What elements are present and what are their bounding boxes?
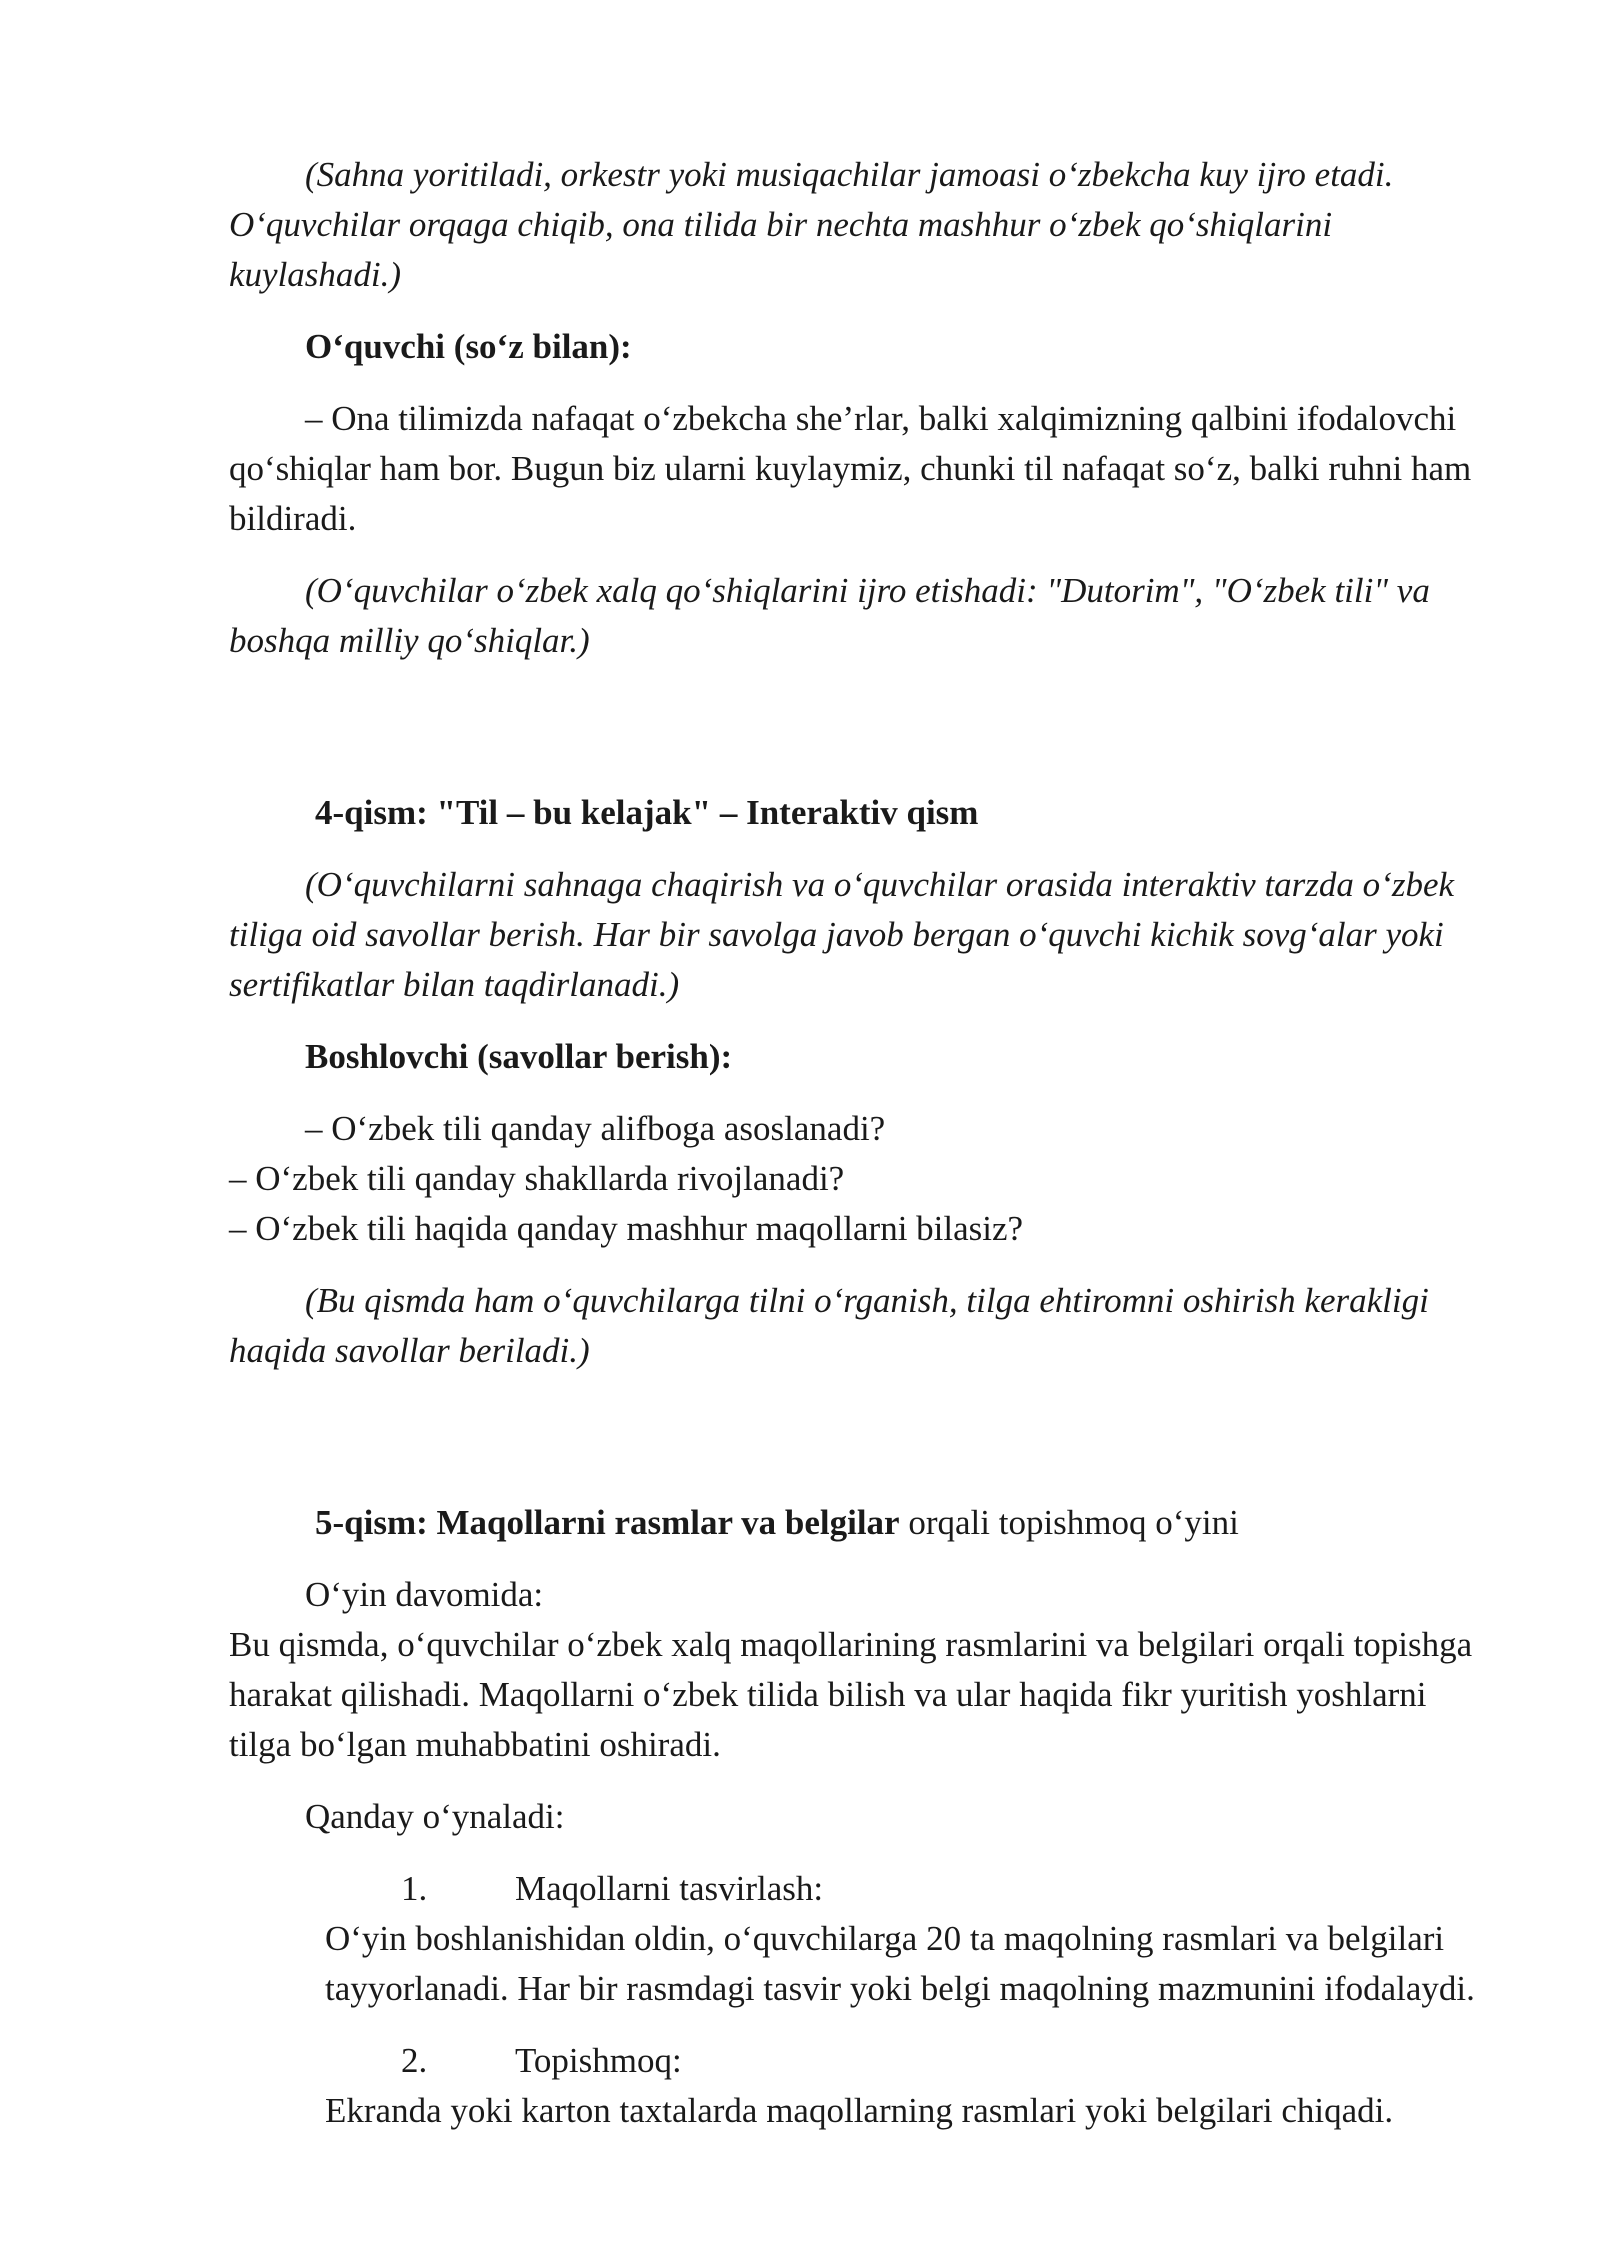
list-item (325, 2036, 1479, 2136)
list-item-head (325, 1864, 1479, 1914)
stage-direction-4: (Bu qismda ham o‘quvchilarga tilni o‘rganish, tilga ehtiromni oshirish kerakligi haqida savollar beriladi.) (229, 1281, 1429, 1370)
question-item: – O‘zbek tili qanday alifboga asoslanadi? (305, 1109, 886, 1148)
question-item: – O‘zbek tili qanday shakllarda rivojlanadi? (229, 1159, 845, 1198)
game-intro (229, 1570, 1479, 1770)
student-speech: – Ona tilimizda nafaqat o‘zbekcha she’rlar, balki xalqimizning qalbini ifodalovchi qo‘shiqlar ham bor. Bugun biz ularni kuylaymiz, chunki til nafaqat so‘z, balki ruhni ham bildiradi. (229, 399, 1472, 538)
list-item-title: Maqollarni tasvirlash: (515, 1869, 824, 1908)
section-heading-5 (229, 1498, 1479, 1548)
section-gap (229, 1398, 1479, 1498)
game-intro-label: O‘yin davomida: (305, 1575, 544, 1614)
list-item (325, 1864, 1479, 2014)
list-item-number: 2. (401, 2041, 428, 2080)
list-item-number: 1. (401, 1869, 428, 1908)
speaker-label-host: Boshlovchi (savollar berish): (305, 1037, 733, 1076)
section-heading-4: 4-qism: "Til – bu kelajak" – Interaktiv qism (315, 793, 979, 832)
question-list (229, 1104, 1479, 1254)
stage-direction-1: (Sahna yoritiladi, orkestr yoki musiqachilar jamoasi o‘zbekcha kuy ijro etadi. O‘quvchilar orqaga chiqib, ona tilida bir nechta mashhur o‘zbek qo‘shiqlarini kuylashadi.) (229, 155, 1394, 294)
list-item-text: Ekranda yoki karton taxtalarda maqollarning rasmlari yoki belgilari chiqadi. (325, 2091, 1394, 2130)
list-item-text: O‘yin boshlanishidan oldin, o‘quvchilarga 20 ta maqolning rasmlari va belgilari tayyorlanadi. Har bir rasmdagi tasvir yoki belgi maqolning mazmunini ifodalaydi. (325, 1919, 1475, 2008)
stage-direction-3: (O‘quvchilarni sahnaga chaqirish va o‘quvchilar orasida interaktiv tarzda o‘zbek tiliga oid savollar berish. Har bir savolga javob bergan o‘quvchi kichik sovg‘alar yoki sertifikatlar bilan taqdirlanadi.) (229, 865, 1455, 1004)
stage-direction-2: (O‘quvchilar o‘zbek xalq qo‘shiqlarini ijro etishadi: "Dutorim", "O‘zbek tili" va boshqa milliy qo‘shiqlar.) (229, 571, 1430, 660)
section-heading-5-rest: orqali topishmoq o‘yini (899, 1503, 1239, 1542)
how-to-play-label: Qanday o‘ynaladi: (305, 1797, 565, 1836)
list-item-head (325, 2036, 1479, 2086)
document-page (229, 150, 1479, 2158)
list-item-title: Topishmoq: (515, 2041, 682, 2080)
game-intro-text: Bu qismda, o‘quvchilar o‘zbek xalq maqollarining rasmlarini va belgilari orqali topishga harakat qilishadi. Maqollarni o‘zbek tilida bilish va ular haqida fikr yuritish yoshlarni tilga bo‘lgan muhabbatini oshiradi. (229, 1625, 1473, 1764)
section-gap (229, 688, 1479, 788)
section-heading-5-bold: 5-qism: Maqollarni rasmlar va belgilar (315, 1503, 900, 1542)
question-item: – O‘zbek tili haqida qanday mashhur maqollarni bilasiz? (229, 1209, 1024, 1248)
speaker-label-student: O‘quvchi (so‘z bilan): (305, 327, 632, 366)
